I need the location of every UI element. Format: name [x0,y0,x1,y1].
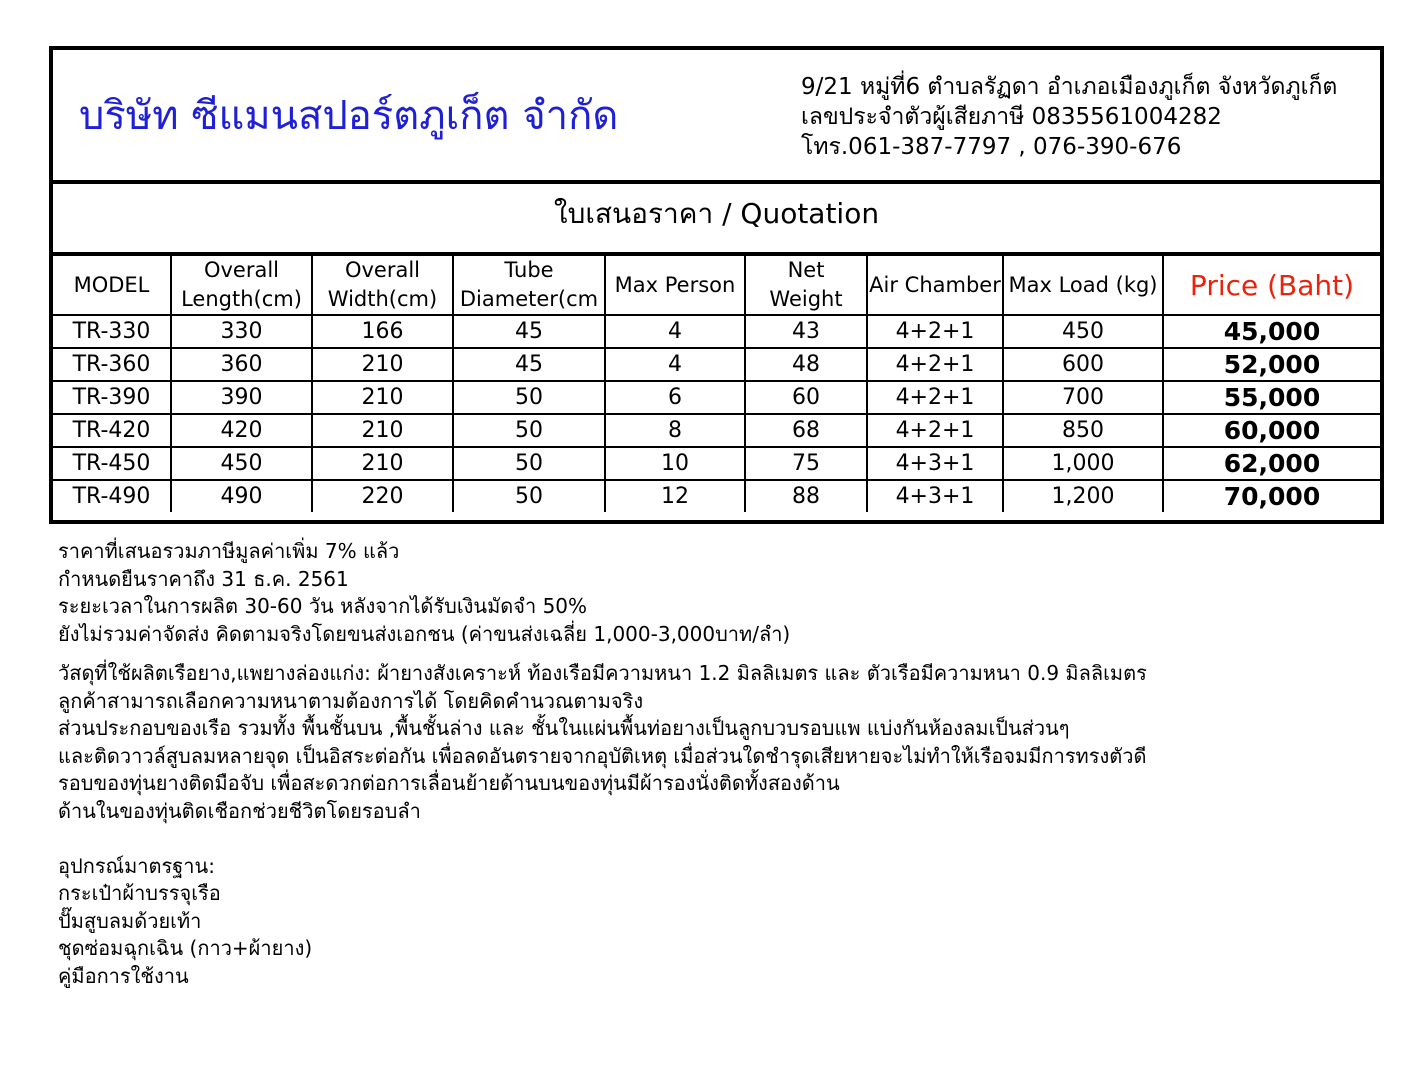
cell-person: 4 [605,348,745,381]
company-contact [801,72,1337,162]
cell-weight: 68 [745,414,867,447]
header-max-load: Max Load (kg) [1003,256,1163,315]
cell-person: 12 [605,480,745,512]
quotation-frame [49,46,1384,524]
table-row [53,414,1380,447]
table-row [53,447,1380,480]
terms-line: ยังไม่รวมค่าจัดส่ง คิดตามจริงโดยขนส่งเอกชน (ค่าขนส่งเฉลี่ย 1,000-3,000บาท/ลำ) [58,621,791,646]
header-tube: Tube Diameter(cm [453,256,605,315]
equipment-item: กระเป๋าผ้าบรรจุเรือ [58,881,221,905]
price-table [53,256,1380,512]
cell-model: TR-490 [53,480,171,512]
quotation-notes [58,538,1398,990]
cell-person: 10 [605,447,745,480]
cell-width: 210 [312,414,453,447]
header-air-chamber: Air Chamber [867,256,1003,315]
cell-tube: 50 [453,480,605,512]
cell-weight: 43 [745,315,867,348]
cell-tube: 45 [453,315,605,348]
cell-model: TR-420 [53,414,171,447]
cell-chamber: 4+3+1 [867,447,1003,480]
cell-chamber: 4+2+1 [867,414,1003,447]
cell-length: 420 [171,414,312,447]
cell-price: 60,000 [1163,414,1380,447]
cell-length: 330 [171,315,312,348]
materials-line: วัสดุที่ใช้ผลิตเรือยาง,แพยางล่องแก่ง: ผ้ายางสังเคราะห์ ท้องเรือมีความหนา 1.2 มิลลิเมตร และ ตัวเรือมีความหนา 0.9 มิลลิเมตร [58,661,1147,685]
cell-width: 210 [312,381,453,414]
header-price: Price (Baht) [1163,256,1380,315]
cell-load: 700 [1003,381,1163,414]
cell-width: 220 [312,480,453,512]
terms-line: กำหนดยืนราคาถึง 31 ธ.ค. 2561 [58,566,349,591]
cell-weight: 88 [745,480,867,512]
cell-width: 210 [312,447,453,480]
materials-line: ลูกค้าสามารถเลือกความหนาตามต้องการได้ โดยคิดคำนวณตามจริง [58,688,644,713]
header-model: MODEL [53,256,171,315]
cell-price: 52,000 [1163,348,1380,381]
table-row [53,381,1380,414]
cell-price: 45,000 [1163,315,1380,348]
materials-line: รอบของทุ่นยางติดมือจับ เพื่อสะดวกต่อการเลื่อนย้ายด้านบนของทุ่นมีผ้ารองนั่งติดทั้งสองด้าน [58,771,840,795]
header-max-person: Max Person [605,256,745,315]
cell-chamber: 4+3+1 [867,480,1003,512]
cell-load: 1,000 [1003,447,1163,480]
cell-weight: 60 [745,381,867,414]
table-row [53,480,1380,512]
cell-person: 4 [605,315,745,348]
cell-tube: 50 [453,447,605,480]
cell-chamber: 4+2+1 [867,348,1003,381]
cell-model: TR-450 [53,447,171,480]
cell-width: 210 [312,348,453,381]
table-header-row [53,256,1380,315]
cell-width: 166 [312,315,453,348]
cell-person: 8 [605,414,745,447]
materials-line: ด้านในของทุ่นติดเชือกช่วยชีวิตโดยรอบลำ [58,798,421,823]
cell-person: 6 [605,381,745,414]
header-width: Overall Width(cm) [312,256,453,315]
table-row [53,315,1380,348]
header-net-weight: Net Weight [745,256,867,315]
cell-chamber: 4+2+1 [867,381,1003,414]
equipment-item: ปั๊มสูบลมด้วยเท้า [58,908,202,933]
company-header [53,50,1380,184]
cell-price: 62,000 [1163,447,1380,480]
cell-length: 490 [171,480,312,512]
cell-length: 450 [171,447,312,480]
table-row [53,348,1380,381]
company-name: บริษัท ซีแมนสปอร์ตภูเก็ต จำกัด [79,93,619,139]
cell-model: TR-330 [53,315,171,348]
cell-length: 390 [171,381,312,414]
company-tax-id: เลขประจำตัวผู้เสียภาษี 0835561004282 [801,104,1222,130]
cell-length: 360 [171,348,312,381]
cell-load: 450 [1003,315,1163,348]
terms-line: ราคาที่เสนอรวมภาษีมูลค่าเพิ่ม 7% แล้ว [58,539,400,563]
cell-price: 70,000 [1163,480,1380,512]
company-phone: โทร.061-387-7797 , 076-390-676 [801,134,1182,160]
cell-weight: 75 [745,447,867,480]
cell-model: TR-360 [53,348,171,381]
cell-tube: 45 [453,348,605,381]
header-length: Overall Length(cm) [171,256,312,315]
cell-load: 850 [1003,414,1163,447]
equipment-heading: อุปกรณ์มาตรฐาน: [58,853,215,878]
cell-model: TR-390 [53,381,171,414]
cell-price: 55,000 [1163,381,1380,414]
cell-load: 600 [1003,348,1163,381]
document-title: ใบเสนอราคา / Quotation [53,184,1380,256]
equipment-item: ชุดซ่อมฉุกเฉิน (กาว+ผ้ายาง) [58,936,313,960]
cell-chamber: 4+2+1 [867,315,1003,348]
materials-line: และติดวาวล์สูบลมหลายจุด เป็นอิสระต่อกัน เพื่อลดอันตรายจากอุบัติเหตุ เมื่อส่วนใดชำรุดเสียหายจะไม่ทำให้เรือจมมีการทรงตัวดี [58,743,1147,768]
terms-line: ระยะเวลาในการผลิต 30-60 วัน หลังจากได้รับเงินมัดจำ 50% [58,594,588,618]
cell-tube: 50 [453,381,605,414]
cell-tube: 50 [453,414,605,447]
cell-weight: 48 [745,348,867,381]
company-address: 9/21 หมู่ที่6 ตำบลรัฏดา อำเภอเมืองภูเก็ต จังหวัดภูเก็ต [801,74,1338,100]
equipment-item: คู่มือการใช้งาน [58,963,189,988]
materials-line: ส่วนประกอบของเรือ รวมทั้ง พื้นชั้นบน ,พื้นชั้นล่าง และ ชั้นในแผ่นพื้นท่อยางเป็นลูกบวบรอบแพ แบ่งกันห้องลมเป็นส่วนๆ [58,716,1070,740]
cell-load: 1,200 [1003,480,1163,512]
